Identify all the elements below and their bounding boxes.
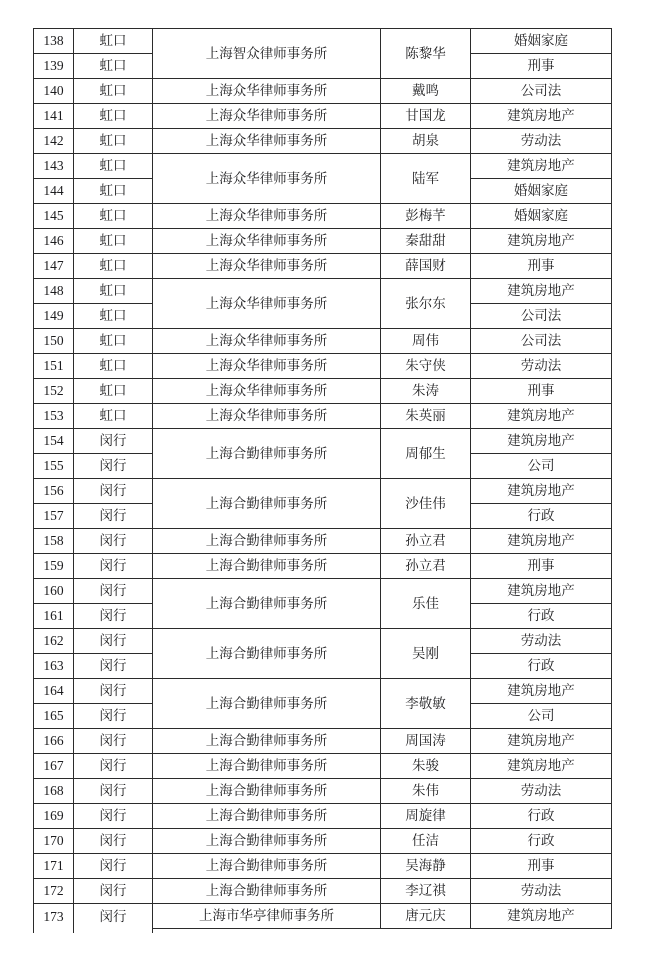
table-row — [34, 254, 612, 279]
cell-firm: 上海众华律师事务所 — [153, 229, 381, 254]
cell-lawyer: 吴刚 — [381, 629, 471, 679]
cell-district: 虹口 — [74, 404, 153, 429]
table-row — [34, 879, 612, 904]
cell-firm: 上海众华律师事务所 — [153, 329, 381, 354]
cell-district: 虹口 — [74, 279, 153, 304]
cell-firm: 上海众华律师事务所 — [153, 379, 381, 404]
table-row — [34, 279, 612, 304]
cell-firm: 上海智众律师事务所 — [153, 29, 381, 79]
cell-lawyer: 周郁生 — [381, 429, 471, 479]
cell-no: 167 — [34, 754, 74, 779]
table-row — [34, 829, 612, 854]
cell-specialty: 建筑房地产 — [471, 754, 612, 779]
cell-specialty: 劳动法 — [471, 129, 612, 154]
cell-firm: 上海众华律师事务所 — [153, 254, 381, 279]
cell-firm: 上海众华律师事务所 — [153, 104, 381, 129]
cell-firm: 上海合勤律师事务所 — [153, 804, 381, 829]
cell-district: 闵行 — [74, 429, 153, 454]
cell-firm: 上海众华律师事务所 — [153, 279, 381, 329]
cell-firm: 上海众华律师事务所 — [153, 154, 381, 204]
cell-no: 170 — [34, 829, 74, 854]
cell-no: 152 — [34, 379, 74, 404]
table-row — [34, 554, 612, 579]
table-row — [34, 754, 612, 779]
cell-specialty: 劳动法 — [471, 629, 612, 654]
table-row — [34, 354, 612, 379]
cell-no: 155 — [34, 454, 74, 479]
cell-no: 148 — [34, 279, 74, 304]
cell-lawyer: 彭梅芊 — [381, 204, 471, 229]
table-row — [34, 104, 612, 129]
cell-district: 虹口 — [74, 204, 153, 229]
cell-firm: 上海合勤律师事务所 — [153, 829, 381, 854]
cell-specialty: 婚姻家庭 — [471, 204, 612, 229]
cell-firm: 上海众华律师事务所 — [153, 404, 381, 429]
cell-specialty: 行政 — [471, 654, 612, 679]
cell-no: 142 — [34, 129, 74, 154]
cell-firm: 上海合勤律师事务所 — [153, 579, 381, 629]
cell-district: 虹口 — [74, 229, 153, 254]
table-row — [34, 729, 612, 754]
cell-no: 160 — [34, 579, 74, 604]
lawyer-table-body — [34, 29, 612, 929]
cell-no: 153 — [34, 404, 74, 429]
cell-no: 139 — [34, 54, 74, 79]
cell-specialty: 刑事 — [471, 379, 612, 404]
cell-no: 140 — [34, 79, 74, 104]
cell-district: 闵行 — [74, 829, 153, 854]
cell-district: 闵行 — [74, 604, 153, 629]
cell-no: 171 — [34, 854, 74, 879]
cell-district: 虹口 — [74, 129, 153, 154]
cell-specialty: 建筑房地产 — [471, 679, 612, 704]
cell-firm: 上海合勤律师事务所 — [153, 429, 381, 479]
table-row — [34, 29, 612, 54]
cell-specialty: 行政 — [471, 804, 612, 829]
cell-lawyer: 沙佳伟 — [381, 479, 471, 529]
cell-district: 虹口 — [74, 254, 153, 279]
cell-firm: 上海众华律师事务所 — [153, 79, 381, 104]
table-row — [34, 679, 612, 704]
cell-no: 154 — [34, 429, 74, 454]
cell-firm: 上海合勤律师事务所 — [153, 629, 381, 679]
cell-firm: 上海众华律师事务所 — [153, 204, 381, 229]
cell-firm: 上海合勤律师事务所 — [153, 479, 381, 529]
table-continuation-stub — [152, 927, 153, 933]
cell-no: 143 — [34, 154, 74, 179]
cell-lawyer: 朱伟 — [381, 779, 471, 804]
cell-lawyer: 朱英丽 — [381, 404, 471, 429]
cell-district: 闵行 — [74, 779, 153, 804]
cell-district: 闵行 — [74, 704, 153, 729]
cell-no: 141 — [34, 104, 74, 129]
cell-no: 162 — [34, 629, 74, 654]
cell-specialty: 婚姻家庭 — [471, 29, 612, 54]
cell-district: 虹口 — [74, 329, 153, 354]
cell-no: 146 — [34, 229, 74, 254]
table-row — [34, 904, 612, 929]
cell-firm: 上海合勤律师事务所 — [153, 554, 381, 579]
table-row — [34, 579, 612, 604]
table-row — [34, 329, 612, 354]
cell-specialty: 劳动法 — [471, 879, 612, 904]
cell-district: 闵行 — [74, 529, 153, 554]
cell-lawyer: 朱守侠 — [381, 354, 471, 379]
cell-lawyer: 朱骏 — [381, 754, 471, 779]
cell-district: 闵行 — [74, 629, 153, 654]
cell-specialty: 劳动法 — [471, 354, 612, 379]
cell-district: 闵行 — [74, 679, 153, 704]
cell-no: 157 — [34, 504, 74, 529]
cell-no: 156 — [34, 479, 74, 504]
table-row — [34, 379, 612, 404]
cell-lawyer: 戴鸣 — [381, 79, 471, 104]
cell-specialty: 建筑房地产 — [471, 104, 612, 129]
cell-no: 159 — [34, 554, 74, 579]
table-row — [34, 854, 612, 879]
cell-firm: 上海众华律师事务所 — [153, 354, 381, 379]
cell-district: 闵行 — [74, 879, 153, 904]
cell-no: 169 — [34, 804, 74, 829]
cell-specialty: 行政 — [471, 829, 612, 854]
table-row — [34, 479, 612, 504]
table-row — [34, 204, 612, 229]
cell-firm: 上海合勤律师事务所 — [153, 529, 381, 554]
table-row — [34, 404, 612, 429]
cell-district: 虹口 — [74, 179, 153, 204]
cell-lawyer: 孙立君 — [381, 529, 471, 554]
table-row — [34, 429, 612, 454]
cell-specialty: 公司法 — [471, 79, 612, 104]
cell-specialty: 建筑房地产 — [471, 479, 612, 504]
cell-district: 闵行 — [74, 554, 153, 579]
cell-lawyer: 周伟 — [381, 329, 471, 354]
cell-no: 163 — [34, 654, 74, 679]
cell-specialty: 行政 — [471, 504, 612, 529]
cell-specialty: 行政 — [471, 604, 612, 629]
cell-specialty: 建筑房地产 — [471, 154, 612, 179]
cell-no: 138 — [34, 29, 74, 54]
cell-district: 闵行 — [74, 804, 153, 829]
cell-specialty: 刑事 — [471, 254, 612, 279]
cell-district: 虹口 — [74, 104, 153, 129]
cell-lawyer: 周旋律 — [381, 804, 471, 829]
cell-no: 147 — [34, 254, 74, 279]
table-row — [34, 629, 612, 654]
cell-specialty: 公司 — [471, 704, 612, 729]
table-row — [34, 529, 612, 554]
cell-lawyer: 张尔东 — [381, 279, 471, 329]
cell-lawyer: 秦甜甜 — [381, 229, 471, 254]
cell-specialty: 建筑房地产 — [471, 279, 612, 304]
cell-specialty: 婚姻家庭 — [471, 179, 612, 204]
cell-firm: 上海合勤律师事务所 — [153, 854, 381, 879]
table-row — [34, 804, 612, 829]
cell-lawyer: 李辽祺 — [381, 879, 471, 904]
cell-district: 闵行 — [74, 854, 153, 879]
cell-lawyer: 胡泉 — [381, 129, 471, 154]
cell-specialty: 劳动法 — [471, 779, 612, 804]
table-row — [34, 154, 612, 179]
cell-district: 虹口 — [74, 379, 153, 404]
cell-no: 165 — [34, 704, 74, 729]
cell-firm: 上海市华亭律师事务所 — [153, 904, 381, 929]
cell-no: 161 — [34, 604, 74, 629]
cell-no: 166 — [34, 729, 74, 754]
cell-district: 虹口 — [74, 154, 153, 179]
cell-firm: 上海众华律师事务所 — [153, 129, 381, 154]
lawyer-directory-table — [33, 28, 612, 929]
cell-specialty: 建筑房地产 — [471, 729, 612, 754]
cell-specialty: 公司 — [471, 454, 612, 479]
cell-district: 闵行 — [74, 579, 153, 604]
cell-specialty: 刑事 — [471, 554, 612, 579]
cell-no: 172 — [34, 879, 74, 904]
cell-lawyer: 周国涛 — [381, 729, 471, 754]
cell-firm: 上海合勤律师事务所 — [153, 779, 381, 804]
cell-district: 虹口 — [74, 304, 153, 329]
cell-specialty: 刑事 — [471, 54, 612, 79]
cell-district: 闵行 — [74, 654, 153, 679]
cell-lawyer: 甘国龙 — [381, 104, 471, 129]
cell-district: 闵行 — [74, 754, 153, 779]
cell-specialty: 建筑房地产 — [471, 529, 612, 554]
cell-firm: 上海合勤律师事务所 — [153, 754, 381, 779]
cell-firm: 上海合勤律师事务所 — [153, 729, 381, 754]
cell-specialty: 建筑房地产 — [471, 429, 612, 454]
table-continuation-stub — [73, 927, 74, 933]
cell-specialty: 建筑房地产 — [471, 579, 612, 604]
cell-specialty: 公司法 — [471, 329, 612, 354]
cell-lawyer: 李敬敏 — [381, 679, 471, 729]
cell-no: 168 — [34, 779, 74, 804]
cell-district: 虹口 — [74, 354, 153, 379]
cell-specialty: 公司法 — [471, 304, 612, 329]
cell-no: 144 — [34, 179, 74, 204]
cell-lawyer: 吴海静 — [381, 854, 471, 879]
table-row — [34, 779, 612, 804]
table-row — [34, 129, 612, 154]
cell-no: 150 — [34, 329, 74, 354]
cell-district: 虹口 — [74, 54, 153, 79]
cell-specialty: 建筑房地产 — [471, 404, 612, 429]
cell-lawyer: 唐元庆 — [381, 904, 471, 929]
table-row — [34, 79, 612, 104]
cell-firm: 上海合勤律师事务所 — [153, 879, 381, 904]
cell-no: 164 — [34, 679, 74, 704]
cell-firm: 上海合勤律师事务所 — [153, 679, 381, 729]
cell-no: 173 — [34, 904, 74, 929]
cell-lawyer: 任洁 — [381, 829, 471, 854]
cell-lawyer: 朱涛 — [381, 379, 471, 404]
cell-lawyer: 薛国财 — [381, 254, 471, 279]
cell-specialty: 建筑房地产 — [471, 229, 612, 254]
cell-specialty: 刑事 — [471, 854, 612, 879]
cell-district: 闵行 — [74, 904, 153, 929]
table-continuation-stub — [33, 927, 34, 933]
cell-lawyer: 陈黎华 — [381, 29, 471, 79]
cell-no: 145 — [34, 204, 74, 229]
cell-lawyer: 乐佳 — [381, 579, 471, 629]
cell-district: 虹口 — [74, 29, 153, 54]
cell-no: 158 — [34, 529, 74, 554]
cell-district: 闵行 — [74, 454, 153, 479]
cell-district: 闵行 — [74, 729, 153, 754]
table-row — [34, 229, 612, 254]
cell-no: 151 — [34, 354, 74, 379]
cell-specialty: 建筑房地产 — [471, 904, 612, 929]
cell-district: 闵行 — [74, 479, 153, 504]
cell-no: 149 — [34, 304, 74, 329]
cell-lawyer: 陆军 — [381, 154, 471, 204]
cell-lawyer: 孙立君 — [381, 554, 471, 579]
cell-district: 闵行 — [74, 504, 153, 529]
cell-district: 虹口 — [74, 79, 153, 104]
